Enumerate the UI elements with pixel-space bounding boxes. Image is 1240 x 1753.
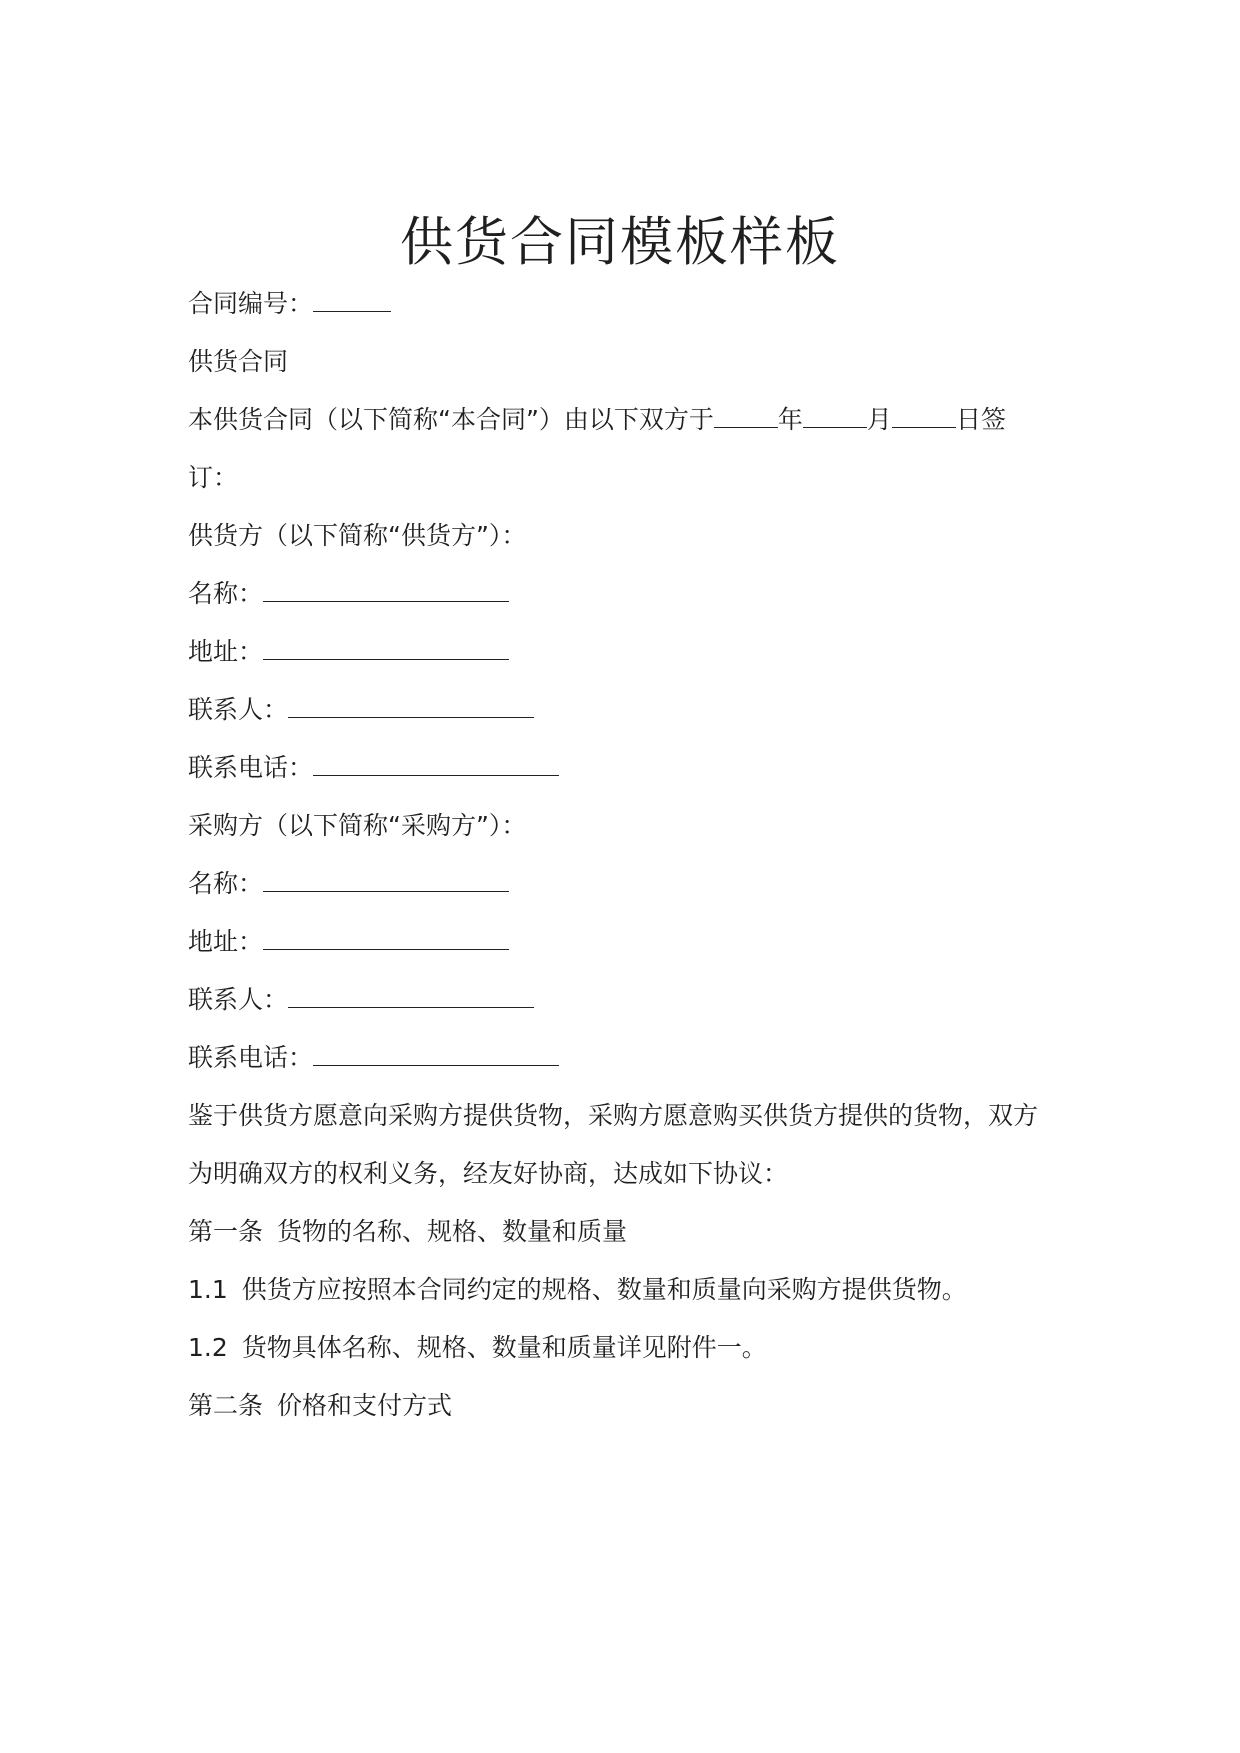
recital-line-2: 为明确双方的权利义务，经友好协商，达成如下协议： <box>188 1159 789 1188</box>
buyer-phone-label: 联系电话： <box>188 1043 314 1072</box>
recital-line-1: 鉴于供货方愿意向采购方提供货物，采购方愿意购买供货方提供的货物，双方 <box>188 1101 1039 1130</box>
contract-number-line <box>188 284 1068 324</box>
buyer-address-blank <box>263 925 509 950</box>
clause-1-1-text: 供货方应按照本合同约定的规格、数量和质量向采购方提供货物。 <box>241 1275 967 1304</box>
article-2-number: 第二条 <box>188 1391 264 1420</box>
supplier-phone-line <box>188 748 1068 788</box>
intro-end: 订： <box>188 463 239 492</box>
buyer-phone-blank <box>313 1041 559 1066</box>
supplier-name-blank <box>263 577 509 602</box>
year-label: 年 <box>777 405 803 434</box>
supplier-name-line <box>188 574 1068 614</box>
supplier-contact-label: 联系人： <box>188 695 289 724</box>
article-1-heading <box>188 1212 1068 1252</box>
clause-1-2-number: 1.2 <box>188 1333 228 1362</box>
supplier-name-label: 名称： <box>188 579 264 608</box>
clause-1-1-number: 1.1 <box>188 1275 228 1304</box>
buyer-address-label: 地址： <box>188 927 264 956</box>
supplier-heading: 供货方（以下简称“供货方”）： <box>188 521 527 550</box>
month-blank <box>803 403 867 428</box>
contract-heading: 供货合同 <box>188 347 289 376</box>
supplier-address-line <box>188 632 1068 672</box>
article-1-title: 货物的名称、规格、数量和质量 <box>277 1217 628 1246</box>
contract-number-label: 合同编号： <box>188 289 314 318</box>
day-sign-label: 日签 <box>955 405 1006 434</box>
year-blank <box>714 403 778 428</box>
supplier-contact-blank <box>288 693 534 718</box>
clause-1-1 <box>188 1270 1068 1310</box>
buyer-name-label: 名称： <box>188 869 264 898</box>
supplier-address-blank <box>263 635 509 660</box>
buyer-heading: 采购方（以下简称“采购方”）： <box>188 811 527 840</box>
article-2-heading <box>188 1386 1068 1426</box>
month-label: 月 <box>866 405 892 434</box>
buyer-contact-label: 联系人： <box>188 985 289 1014</box>
article-1-number: 第一条 <box>188 1217 264 1246</box>
clause-1-2-text: 货物具体名称、规格、数量和质量详见附件一。 <box>241 1333 767 1362</box>
buyer-name-blank <box>263 867 509 892</box>
clause-1-2 <box>188 1328 1068 1368</box>
contract-number-blank <box>313 287 391 312</box>
buyer-contact-blank <box>288 983 534 1008</box>
buyer-address-line <box>188 922 1068 962</box>
supplier-address-label: 地址： <box>188 637 264 666</box>
supplier-contact-line <box>188 690 1068 730</box>
day-blank <box>892 403 956 428</box>
supplier-phone-label: 联系电话： <box>188 753 314 782</box>
buyer-phone-line <box>188 1038 1068 1078</box>
intro-text: 本供货合同（以下简称“本合同”）由以下双方于 <box>188 405 714 434</box>
buyer-contact-line <box>188 980 1068 1020</box>
buyer-name-line <box>188 864 1068 904</box>
supplier-phone-blank <box>313 751 559 776</box>
article-2-title: 价格和支付方式 <box>277 1391 453 1420</box>
document-title: 供货合同模板样板 <box>400 212 840 273</box>
intro-line <box>188 400 1068 440</box>
